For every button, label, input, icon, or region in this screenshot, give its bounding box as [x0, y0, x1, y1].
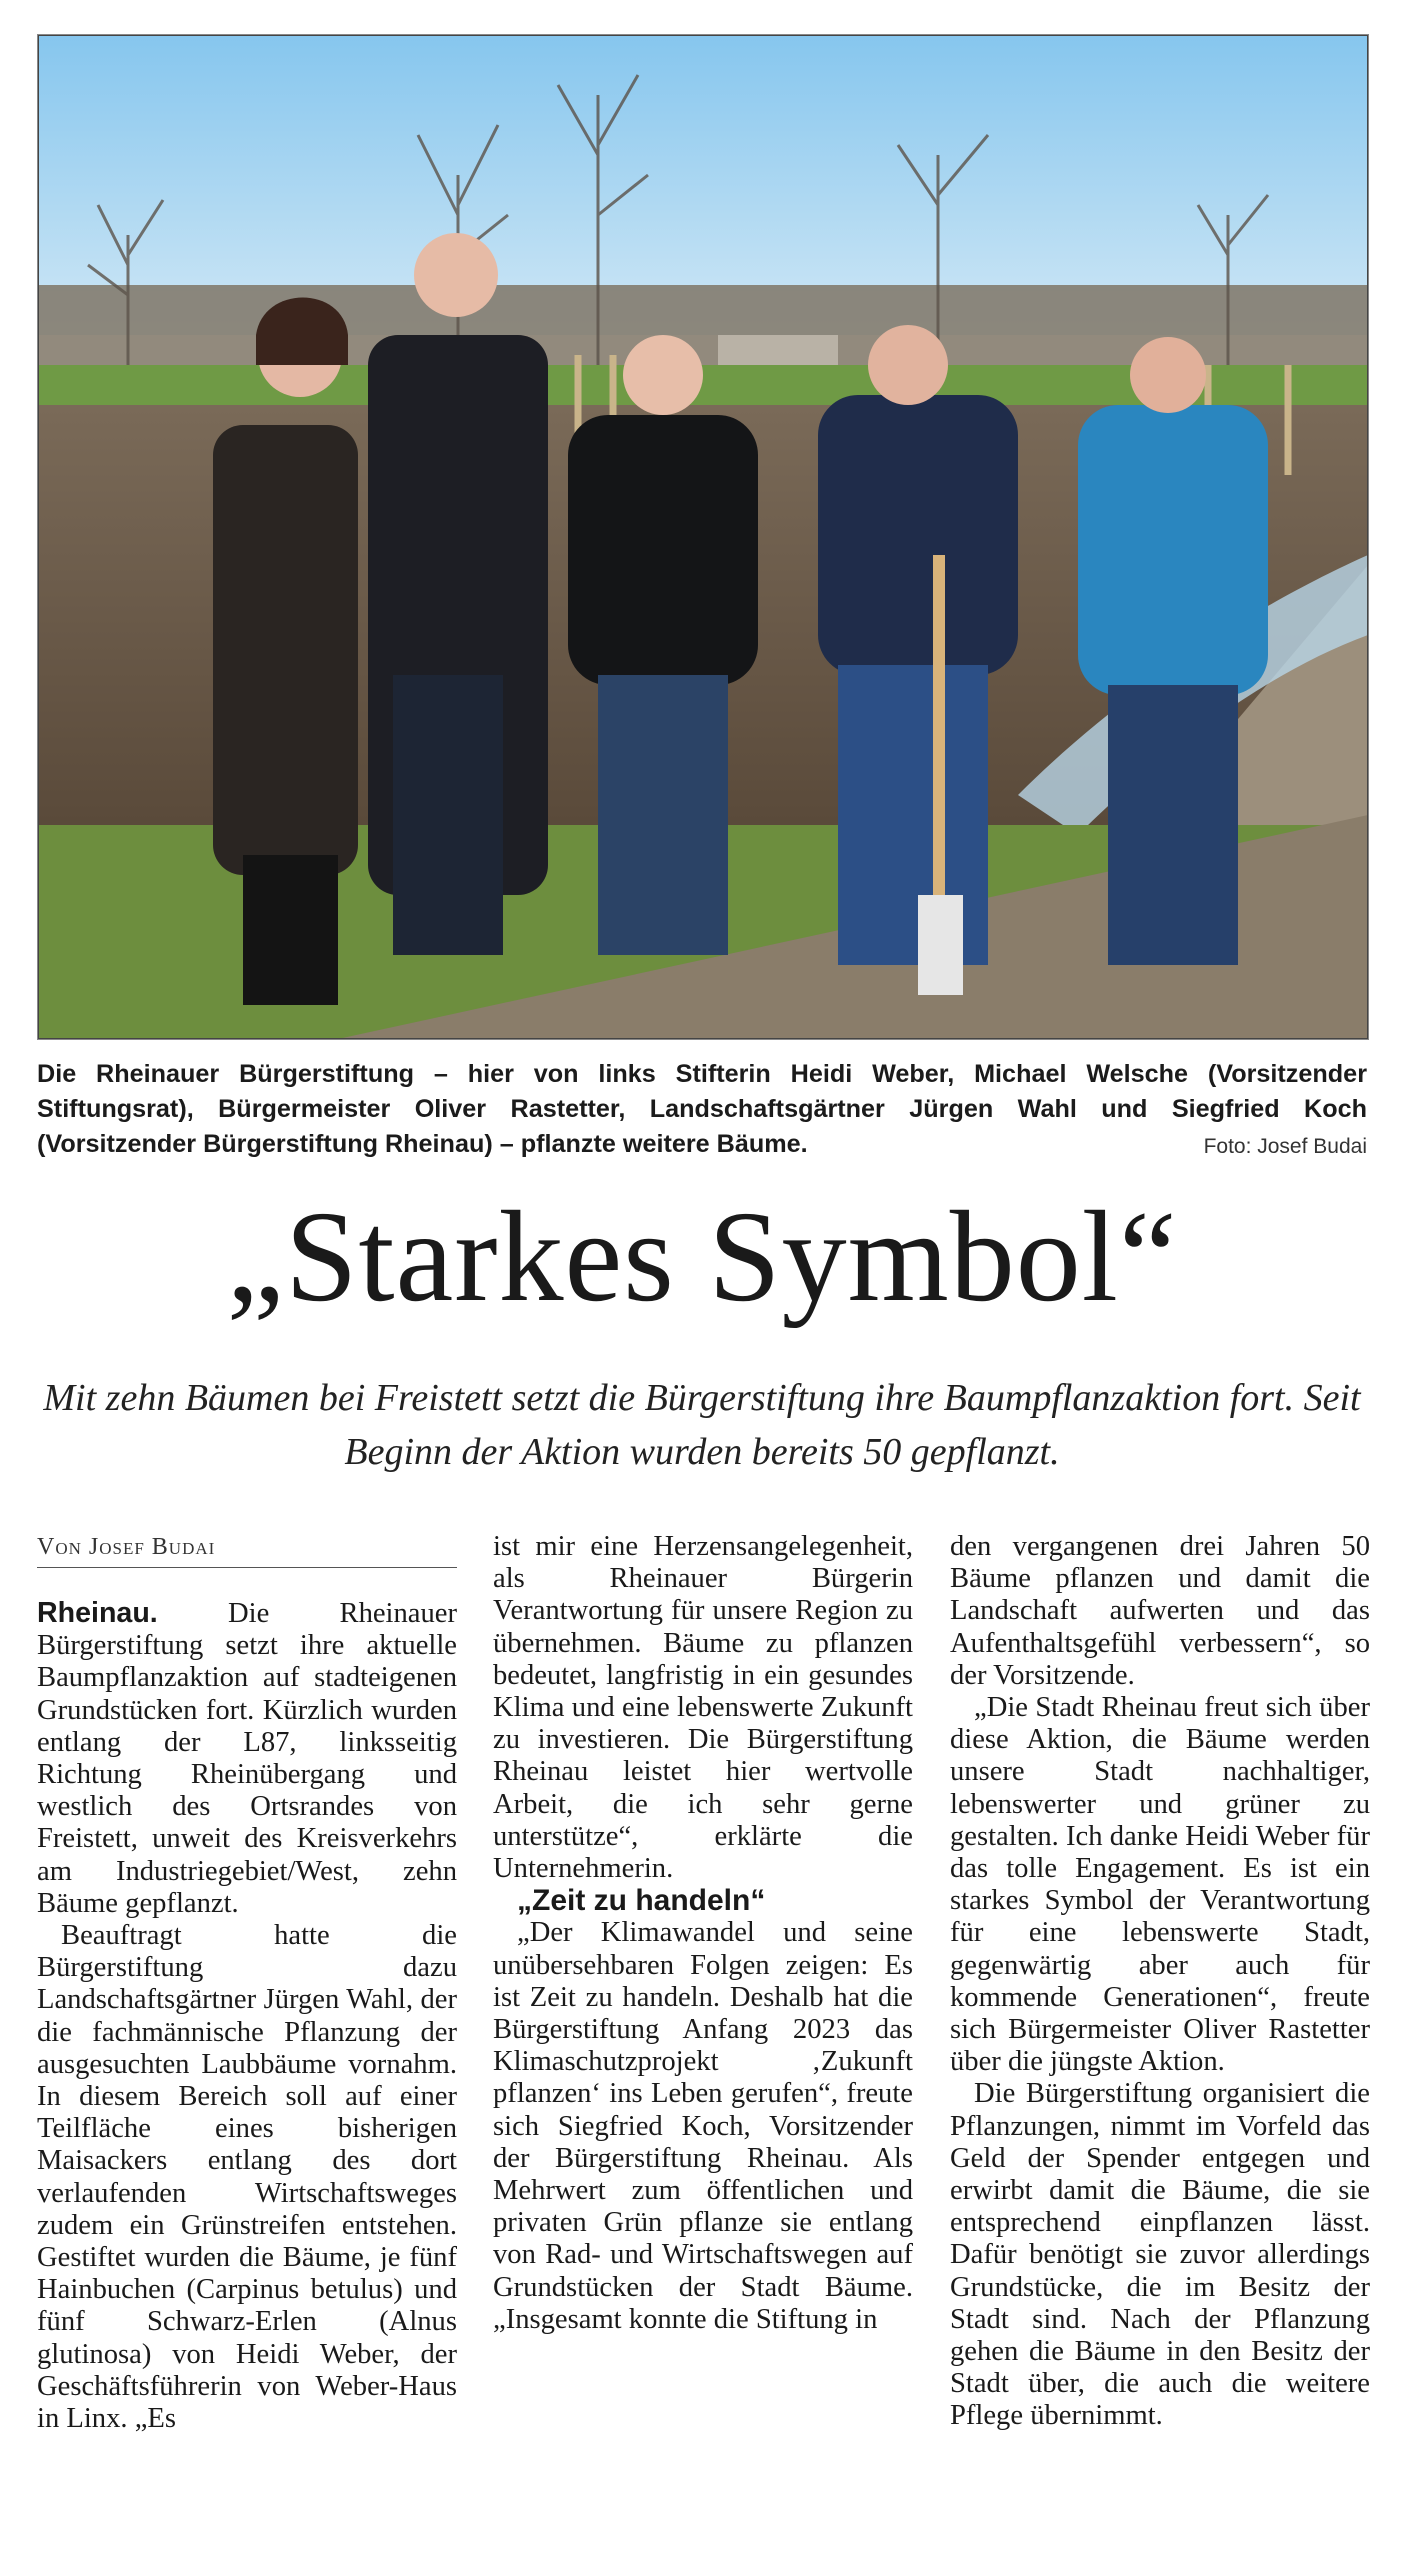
photo-credit: Foto: Josef Budai: [1203, 1134, 1367, 1158]
article-column-2: [493, 1531, 913, 2471]
article-photo: [37, 34, 1369, 1040]
article-paragraph: „Der Klimawandel und seine unübersehbaren Folgen zeigen: Es ist Zeit zu handeln. Deshalb hat die Bürgerstiftung Anfang 2023 das Klimaschutzprojekt ‚Zukunft pflanzen‘ ins Leben gerufen“, freute sich Siegfried Koch, Vorsitzender der Bürgerstiftung Rheinau. Als Mehrwert zum öffentlichen und privaten Grün pflanze sie entlang von Rad- und Wirtschaftswegen auf Grundstücken der Stadt Bäume. „Insgesamt konnte die Stiftung in: [493, 1917, 913, 2335]
photo-caption: [37, 1057, 1367, 1162]
article-paragraph: „Die Stadt Rheinau freut sich über diese Aktion, die Bäume werden unsere Stadt nachhaltiger, lebenswerter und grüner zu gestalten. Ich danke Heidi Weber für das tolle Engagement. Es ist ein starkes Symbol der Verantwortung für eine lebenswerte Stadt, gegenwärtig aber auch für kommende Generationen“, freute sich Bürgermeister Oliver Rastetter über die jüngste Aktion.: [950, 1692, 1370, 2078]
person-4: [818, 325, 1018, 995]
article-paragraph: ist mir eine Herzensangelegenheit, als Rheinauer Bürgerin Verantwortung für unsere Region zu übernehmen. Bäume zu pflanzen bedeutet, langfristig in ein gesundes Klima und eine lebenswerte Zukunft zu investieren. Die Bürgerstiftung Rheinau leistet hier wertvolle Arbeit, die ich sehr gerne unterstütze“, erklärte die Unternehmerin.: [493, 1531, 913, 1885]
article-paragraph: den vergangenen drei Jahren 50 Bäume pflanzen und damit die Landschaft aufwerten und das Aufenthaltsgefühl verbessern“, so der Vorsitzende.: [950, 1531, 1370, 1691]
section-subheading: „Zeit zu handeln“: [517, 1884, 766, 1918]
caption-text: Die Rheinauer Bürgerstiftung – hier von links Stifterin Heidi Weber, Michael Welsche (Vorsitzender Stiftungsrat), Bürgermeister Oliver Rastetter, Landschaftsgärtner Jürgen Wahl und Siegfried Koch (Vorsitzender Bürgerstiftung Rheinau) – pflanzte weitere Bäume.: [37, 1060, 1367, 1158]
byline: Von Josef Budai: [37, 1534, 457, 1568]
paragraph-text: Die Rheinauer Bürgerstiftung setzt ihre aktuelle Baumpflanzaktion auf stadteigenen Grundstücken fort. Kürzlich wurden entlang der L87, linksseitig Richtung Rheinübergang und westlich des Ortsrandes von Freistett, unweit des Kreisverkehrs am Industriegebiet/West, zehn Bäume gepflanzt.: [37, 1598, 457, 1919]
dateline: Rheinau.: [37, 1597, 158, 1629]
group-photo-illustration: [38, 35, 1368, 1039]
article-paragraph: Die Bürgerstiftung organisiert die Pflanzungen, nimmt im Vorfeld das Geld der Spender entgegen und erwirbt damit die Bäume, die sie entsprechend einpflanzen lässt. Dafür benötigt sie zuvor allerdings Grundstücke, die im Besitz der Stadt sind. Nach der Pflanzung gehen die Bäume in den Besitz der Stadt über, die auch die weitere Pflege übernimmt.: [950, 2078, 1370, 2432]
person-2: [368, 233, 548, 955]
article-paragraph: Beauftragt hatte die Bürgerstiftung dazu Landschaftsgärtner Jürgen Wahl, der die fachmännische Pflanzung der ausgesuchten Laubbäume vornahm. In diesem Bereich soll auf einer Teilfläche eines bisherigen Maisackers entlang des dort verlaufenden Wirtschaftsweges zudem ein Grünstreifen entstehen. Gestiftet wurden die Bäume, je fünf Hainbuchen (Carpinus betulus) und fünf Schwarz-Erlen (Alnus glutinosa) von Heidi Weber, der Geschäftsführerin von Weber-Haus in Linx. „Es: [37, 1920, 457, 2435]
article-column-1: [37, 1597, 457, 2537]
subheadline: Mit zehn Bäumen bei Freistett setzt die Bürgerstiftung ihre Baumpflanzaktion fort. Seit Beginn der Aktion wurden bereits 50 gepflanzt.: [43, 1377, 1361, 1473]
article-paragraph: [37, 1597, 457, 1920]
headline: „Starkes Symbol“: [226, 1185, 1178, 1329]
article-column-3: [950, 1531, 1370, 2471]
